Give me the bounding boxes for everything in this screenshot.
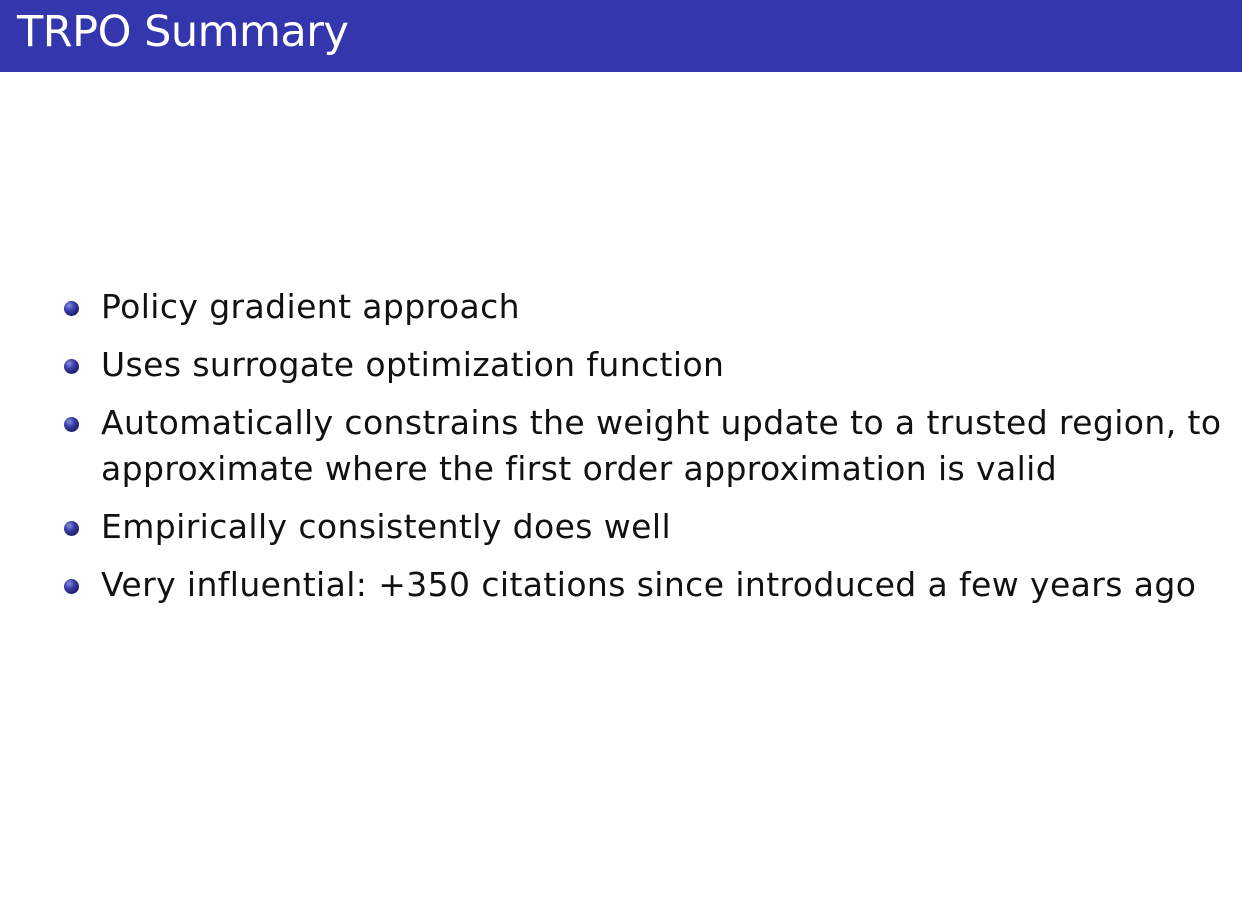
bullet-text: Automatically constrains the weight update to a trusted region, to approximate where the first order approximation is valid: [101, 403, 1222, 488]
bullet-icon: [64, 521, 79, 536]
slide-title: TRPO Summary: [17, 7, 349, 57]
bullet-icon: [64, 579, 79, 594]
bullet-text: Very influential: +350 citations since introduced a few years ago: [101, 565, 1197, 604]
bullet-text: Uses surrogate optimization function: [101, 345, 725, 384]
bullet-icon: [64, 359, 79, 374]
bullet-icon: [64, 301, 79, 316]
bullet-icon: [64, 417, 79, 432]
bullet-text: Empirically consistently does well: [101, 507, 672, 546]
bullet-text: Policy gradient approach: [101, 287, 520, 326]
